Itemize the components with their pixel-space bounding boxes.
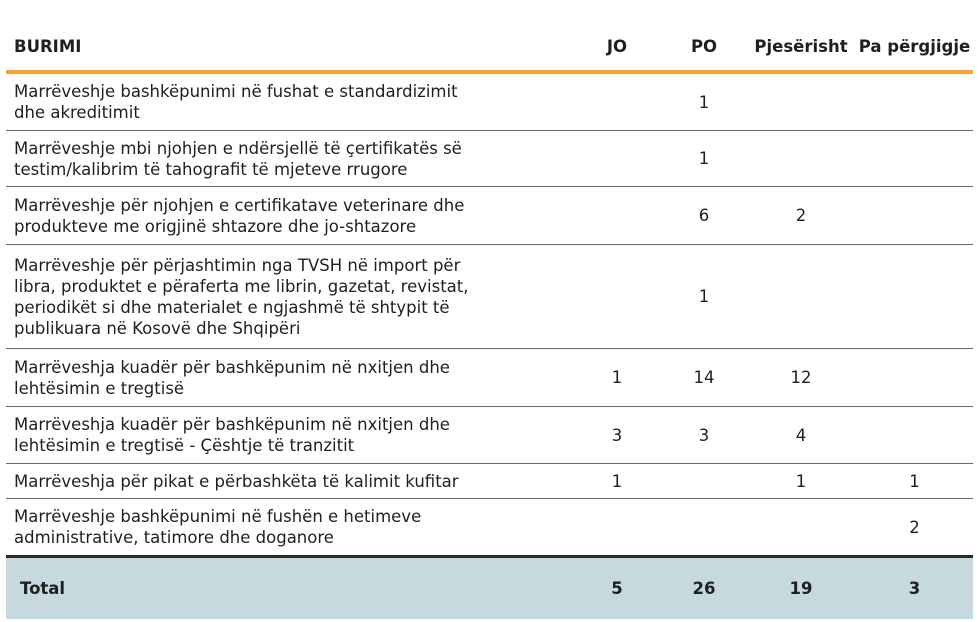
row-source (6, 195, 572, 237)
row-source-line: produkteve me origjinë shtazore dhe jo-shtazore (14, 216, 417, 236)
table-row (6, 245, 973, 349)
cell-pjeserisht: 12 (790, 368, 812, 387)
row-source (6, 471, 572, 492)
row-source (6, 81, 572, 123)
cell-po: 6 (698, 206, 710, 225)
row-source-line: testim/kalibrim të tahografit të mjeteve rrugore (14, 159, 408, 179)
cell-pjeserisht: 1 (795, 471, 807, 491)
header-pjeserisht: Pjesërisht (754, 36, 848, 56)
row-source (6, 357, 572, 399)
cell-po: 3 (698, 425, 710, 445)
total-jo: 5 (611, 579, 623, 598)
row-source (6, 138, 572, 180)
header-pa-pergjigje: Pa përgjigje (858, 36, 971, 56)
sources-table (6, 22, 973, 619)
table-row (6, 407, 973, 464)
row-source-line: lehtësimin e tregtisë - Çështje të tranzitit (14, 436, 355, 455)
row-source-line: dhe akreditimit (14, 103, 140, 122)
row-source-line: administrative, tatimore dhe doganore (14, 528, 334, 547)
row-source-line: periodikët si dhe materialet e ngjashmë të shtypit të (14, 297, 450, 317)
row-source-line: libra, produktet e përaferta me librin, gazetat, revistat, (14, 276, 469, 296)
row-source-line: lehtësimin e tregtisë (14, 378, 185, 398)
total-pa-pergjigje: 3 (908, 579, 921, 598)
table-row (6, 499, 973, 558)
row-source (6, 255, 572, 339)
row-source-line: Marrëveshja kuadër për bashkëpunim në nxitjen dhe (14, 415, 450, 434)
cell-pa-pergjigje: 2 (909, 517, 920, 537)
cell-po: 1 (698, 287, 710, 306)
row-source-line: Marrëveshja për pikat e përbashkëta të kalimit kufitar (14, 471, 459, 491)
table-row (6, 187, 973, 245)
row-source-line: Marrëveshje për përjashtimin nga TVSH në import për (14, 255, 461, 275)
cell-pjeserisht: 2 (795, 206, 807, 225)
cell-po: 1 (698, 149, 710, 168)
row-source-line: Marrëveshje për njohjen e certifikatave veterinare dhe (14, 195, 465, 215)
row-source-line: Marrëveshje mbi njohjen e ndërsjellë të çertifikatës së (14, 138, 462, 158)
cell-jo: 3 (611, 425, 623, 445)
cell-pjeserisht: 4 (795, 425, 807, 445)
table-row (6, 349, 973, 407)
row-source-line: Marrëveshje bashkëpunimi në fushën e hetimeve (14, 507, 422, 526)
table-header (6, 22, 973, 74)
total-label: Total (20, 579, 66, 598)
cell-jo: 1 (611, 368, 623, 387)
total-pjeserisht: 19 (789, 579, 813, 598)
header-po: PO (690, 36, 718, 56)
header-jo: JO (606, 36, 628, 56)
row-source-line: Marrëveshje bashkëpunimi në fushat e standardizimit (14, 82, 458, 101)
row-source (6, 414, 572, 456)
cell-pa-pergjigje: 1 (909, 471, 920, 491)
table-row (6, 74, 973, 131)
cell-po: 14 (693, 368, 715, 387)
row-source (6, 506, 572, 548)
header-source: BURIMI (14, 36, 82, 56)
row-source-line: publikuara në Kosovë dhe Shqipëri (14, 318, 301, 338)
total-po: 26 (692, 579, 716, 598)
row-source-line: Marrëveshja kuadër për bashkëpunim në nxitjen dhe (14, 357, 450, 377)
cell-po: 1 (698, 92, 710, 112)
table-row (6, 131, 973, 187)
total-row (6, 558, 973, 619)
cell-jo: 1 (611, 471, 623, 491)
table-row (6, 464, 973, 499)
